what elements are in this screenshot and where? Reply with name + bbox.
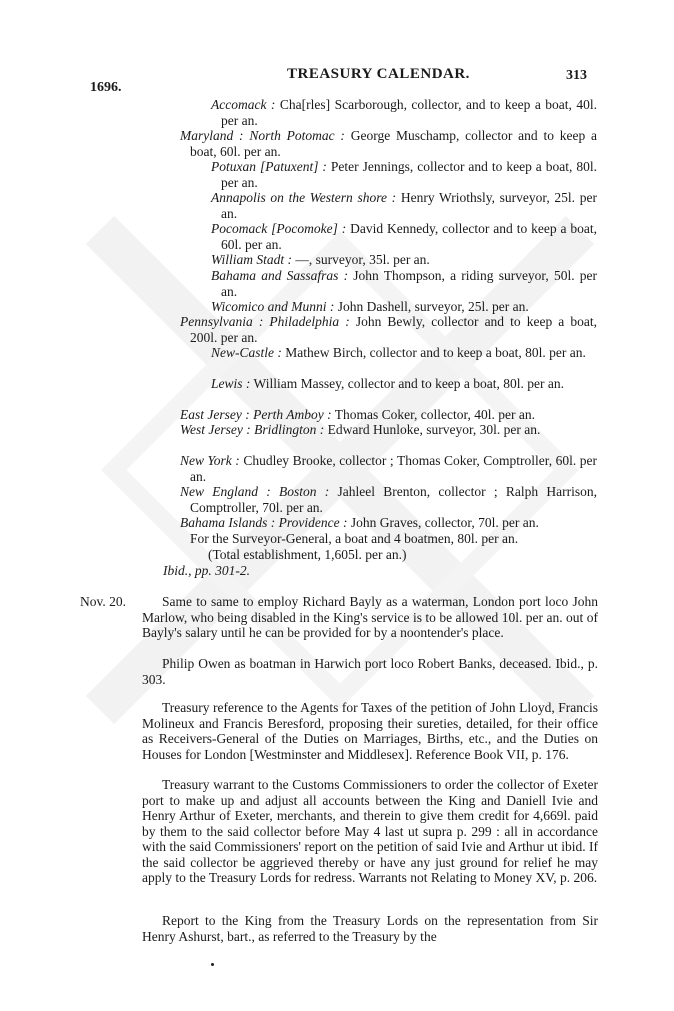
entry-west-jersey: West Jersey : Bridlington : Edward Hunloke, surveyor, 30l. per an.: [180, 422, 541, 437]
entry-new-castle: New-Castle : Mathew Birch, collector and to keep a boat, 80l. per an.: [211, 345, 586, 360]
entry-pennsylvania: Pennsylvania : Philadelphia : John Bewly, collector and to keep a boat, 200l. per an.: [180, 314, 598, 345]
paragraph-owen: Philip Owen as boatman in Harwich port loco Robert Banks, deceased. Ibid., p. 303.: [142, 656, 598, 687]
paragraph-exeter: Treasury warrant to the Customs Commissioners to order the collector of Exeter port to make up and adjust all accounts between the King and Daniell Ivie and Henry Arthur of Exeter, merchants, and therein to give them credit for 4,669l. paid by them to the said collector before May 4 last ut supra p. 299 : all in accordance with the said Commissioners' report on the petition of said Ivie and Arthur ut ibid. If the said collector be aggrieved thereby or have any just ground for relief he may apply to the Treasury Lords for redress. Warrants not Relating to Money XV, p. 206.: [142, 777, 598, 885]
paragraph-lloyd: Treasury reference to the Agents for Taxes of the petition of John Lloyd, Francis Molineux and Francis Beresford, proposing their sureties, detailed, for their office as Receivers-General of the Duties on Marriages, Births, etc., and the Duties on Houses for London [Westminster and Middlesex]. Reference Book VII, p. 176.: [142, 700, 598, 762]
total-establishment: (Total establishment, 1,605l. per an.): [208, 547, 407, 562]
paragraph-bayly: Same to same to employ Richard Bayly as a waterman, London port loco John Marlow, who being disabled in the King's service is to be allowed 10l. per an. out of Bayly's salary until he can be provided for by a noontender's place.: [142, 594, 598, 640]
entry-east-jersey: East Jersey : Perth Amboy : Thomas Coker, collector, 40l. per an.: [180, 407, 535, 422]
entry-wicomico: Wicomico and Munni : John Dashell, surveyor, 25l. per an.: [211, 299, 529, 314]
entry-maryland: Maryland : North Potomac : George Muschamp, collector and to keep a boat, 60l. per an.: [180, 128, 598, 159]
entry-new-england: New England : Boston : Jahleel Brenton, collector ; Ralph Harrison, Comptroller, 70l. per an.: [180, 484, 597, 515]
entry-bahama-sassafras: Bahama and Sassafras : John Thompson, a riding surveyor, 50l. per an.: [211, 268, 598, 299]
page-header: [0, 66, 674, 95]
running-title: TREASURY CALENDAR.: [287, 66, 470, 82]
entry-annapolis: Annapolis on the Western shore : Henry Wriothsly, surveyor, 25l. per an.: [211, 190, 597, 221]
entry-bahama-islands: Bahama Islands : Providence : John Graves, collector, 70l. per an.: [180, 515, 539, 530]
entry-potuxan: Potuxan [Patuxent] : Peter Jennings, collector and to keep a boat, 80l. per an.: [211, 159, 597, 190]
entry-william-stadt: William Stadt : —, surveyor, 35l. per an.: [211, 252, 430, 267]
entry-accomack: Accomack : Cha[rles] Scarborough, collector, and to keep a boat, 40l. per an.: [211, 97, 598, 128]
entry-lewis: Lewis : William Massey, collector and to keep a boat, 80l. per an.: [211, 376, 565, 391]
page-number: 313: [566, 68, 587, 83]
entry-new-york: New York : Chudley Brooke, collector ; Thomas Coker, Comptroller, 60l. per an.: [180, 453, 598, 484]
paragraph-ashurst: Report to the King from the Treasury Lords on the representation from Sir Henry Ashurst, bart., as referred to the Treasury by the: [142, 913, 598, 944]
entry-surveyor-general: For the Surveyor-General, a boat and 4 boatmen, 80l. per an.: [190, 531, 519, 546]
ibid-reference: Ibid., pp. 301-2.: [163, 563, 250, 578]
year: 1696.: [90, 80, 122, 95]
stray-mark: [211, 963, 214, 966]
entry-pocomack: Pocomack [Pocomoke] : David Kennedy, collector and to keep a boat, 60l. per an.: [211, 221, 597, 252]
entry-date: Nov. 20.: [80, 594, 126, 609]
